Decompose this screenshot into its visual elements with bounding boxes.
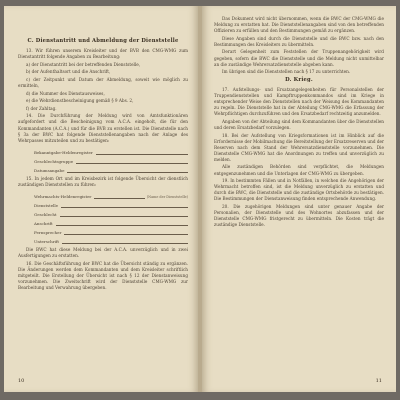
paragraph: Angaben von der Abteilung sind dem Kommandanten über die Dienststellen und deren Ersatzbedarf vorzulegen. xyxy=(214,118,384,130)
fill-in-line xyxy=(62,237,188,244)
right-page xyxy=(202,6,396,392)
paragraph: b) der Aufenthaltsort und die Anschrift, xyxy=(26,69,111,75)
left-page-content xyxy=(18,16,188,370)
form-field-label: Geschlecht xyxy=(34,212,57,217)
paragraph: 17. Aufstellungs- und Ersatzangelegenheiten für Personalstellen der Truppendienststellen und Kampftruppenkommandos sind im Kriege in entsprechender Weise den Dienststellen nach der Weisung des Kommandanten zu regeln. Die Dienststelle hat in der Abteilung CMG-WMG die Erfassung der Wehrpflichtigen durchzuführen und den Ersatzbedarf rechtzeitig anzumelden. xyxy=(214,86,384,117)
section-heading-d: D. Krieg. xyxy=(285,76,313,83)
paragraph: 19. In bestimmten Fällen und in Notfällen, in welchen die Angehörigen der Wehrmacht betroffen sind, ist die Meldung unverzüglich zu erstatten und durch die BWC, die Dienststelle und die zuständige Ortsbehörde zu bestätigen. Die Bestimmungen der Dienstanweisung finden entsprechende Anwendung. xyxy=(214,178,384,202)
form-block-1 xyxy=(34,146,188,173)
fill-in-line xyxy=(76,157,188,164)
booklet-spread xyxy=(4,6,396,392)
paragraph: 14. Die Durchführung der Meldung wird von Amtsfunktionären aufgefordert und die Bescheinigung vom A.C.A. eingeholt, die für den Kommandanten (A.C.A.) und für die BVB zu erstellen ist. Die Dienststelle nach § 3a der BWC hat folgende Dienststellenangaben nach der Anlage des Wehrpasses mitzuteilen und zu bestätigen: xyxy=(18,113,188,143)
fill-in-line xyxy=(67,166,188,173)
form-field xyxy=(34,208,188,217)
form-field-label: Bekanntgabe-Heldenregister xyxy=(34,149,93,155)
paragraph: c) der Zeitpunkt und Datum der Abmeldung, soweit wie möglich zu ermitteln, xyxy=(18,76,188,88)
form-field-label: Dienststelle xyxy=(34,203,59,208)
right-page-content xyxy=(214,16,384,370)
form-field xyxy=(34,235,188,244)
fill-in-line xyxy=(60,210,188,217)
left-page xyxy=(4,6,198,392)
paragraph: Alle zuständigen Behörden sind verpflichtet, die Meldungen entgegenzunehmen und die Unterlagen der CMG-WMG zu übergeben. xyxy=(214,164,384,176)
paragraph: 13. Wir führen unserem Kreisleiter und der BVB den CMG-WMG zum Dienstantritt folgende Angaben zu Bearbeitung: xyxy=(18,48,188,60)
paragraph: a) der Dienstantritt bei der betreffenden Dienststelle, xyxy=(26,61,141,67)
form-field-label: Geschlechtsgruppe xyxy=(34,158,74,164)
form-field xyxy=(34,155,188,164)
page-number: 10 xyxy=(18,378,25,384)
page-number: 11 xyxy=(375,378,382,384)
form-block-2 xyxy=(34,190,188,244)
form-field-label: Wehrmachts-Heldenregister xyxy=(34,194,92,199)
paragraph: 20. Die zugehörigen Meldungen sind unter genauer Angabe der Personalien, der Dienststelle und des Wohnortes abzufassen und der Dienststelle CMG-WMG fristgerecht zu übermitteln. Die Kosten trägt die zuständige Dienststelle. xyxy=(214,204,384,228)
form-field xyxy=(34,164,188,173)
paragraph: e) die Wehrdienstbescheinigung gemäß § 9 Abs. 2, xyxy=(26,98,134,104)
form-field xyxy=(34,190,188,199)
form-field-label: Datumsangabe xyxy=(34,167,65,173)
paragraph: 16. Die Geschäftsführung der BWC hat die Übersicht ständig zu ergänzen. Die Änderungen werden dem Kommandanten und dem Kreisleiter schriftlich mitgeteilt. Die Erstellung der Übersicht ist nach § 12 der Dienstanweisung vorzunehmen. Die Zweitschrift wird der Dienststelle CMG-WMG zur Bearbeitung und Verwahrung übergeben. xyxy=(18,260,188,291)
form-field xyxy=(34,217,188,226)
form-field xyxy=(34,226,188,235)
fill-in-line xyxy=(96,148,188,155)
paragraph: Die BWC hat diese Meldung bei der A.C.A. unverzüglich und in zwei Ausfertigungen zu erstatten. xyxy=(18,247,188,259)
form-field-note: (Name der Dienststelle) xyxy=(146,195,188,199)
paragraph: 15. In jedem Ort und im Kreisbezirk ist folgende Übersicht der dienstlich zuständigen Dienststellen zu führen: xyxy=(18,175,188,187)
fill-in-line xyxy=(64,228,188,235)
form-field-label: Unterschrift xyxy=(34,239,59,244)
fill-in-line xyxy=(56,219,188,226)
paragraph: d) die Nummer des Dienstausweises, xyxy=(26,90,105,96)
form-field xyxy=(34,199,188,208)
paragraph: Derart Gelegenheit zum Feststellen der Truppenangehörigkeit wird gegeben, sofern die BWC die Dienststelle und die Meldung nicht unmittelbar an die zuständige Wehrersatzdienststelle abgeben kann. xyxy=(214,49,384,67)
paragraph: Diese Angaben sind durch die Dienststelle und die BWC bzw. nach den Bestimmungen des Kreisleiters zu übermitteln. xyxy=(214,35,384,47)
form-field-label: Anschrift xyxy=(34,221,53,226)
fill-in-line xyxy=(61,201,188,208)
paragraph: 18. Bei der Aufstellung von Kriegsformationen ist im Hinblick auf die Erfordernisse der Mobilmachung die Bereitstellung der Ersatzreserven und der Reserven nach dem Stand der Wehrersatzdienststelle vorzunehmen. Die Dienststelle CMG-WMG hat die Anordnungen zu treffen und unverzüglich zu melden. xyxy=(214,132,384,162)
form-field-label: Fernsprecher xyxy=(34,230,62,235)
paragraph: f) der Zahltag. xyxy=(26,105,57,111)
section-heading-c: C. Dienstantritt und Abmeldung der Dienststelle xyxy=(27,38,179,44)
paragraph: Im übrigen sind die Dienststellen nach § 17 zu unterrichten. xyxy=(222,69,351,75)
paragraph: Das Dokument wird nicht übernommen, wenn die BWC der CMG-WMG die Meldung zu erstatten hat. Die Dienststellenangaben sind von den betreffenden Offizieren zu erfüllen und den Bestimmungen gemäß zu ergänzen. xyxy=(214,16,384,34)
fill-in-line xyxy=(94,192,144,199)
form-field xyxy=(34,146,188,155)
